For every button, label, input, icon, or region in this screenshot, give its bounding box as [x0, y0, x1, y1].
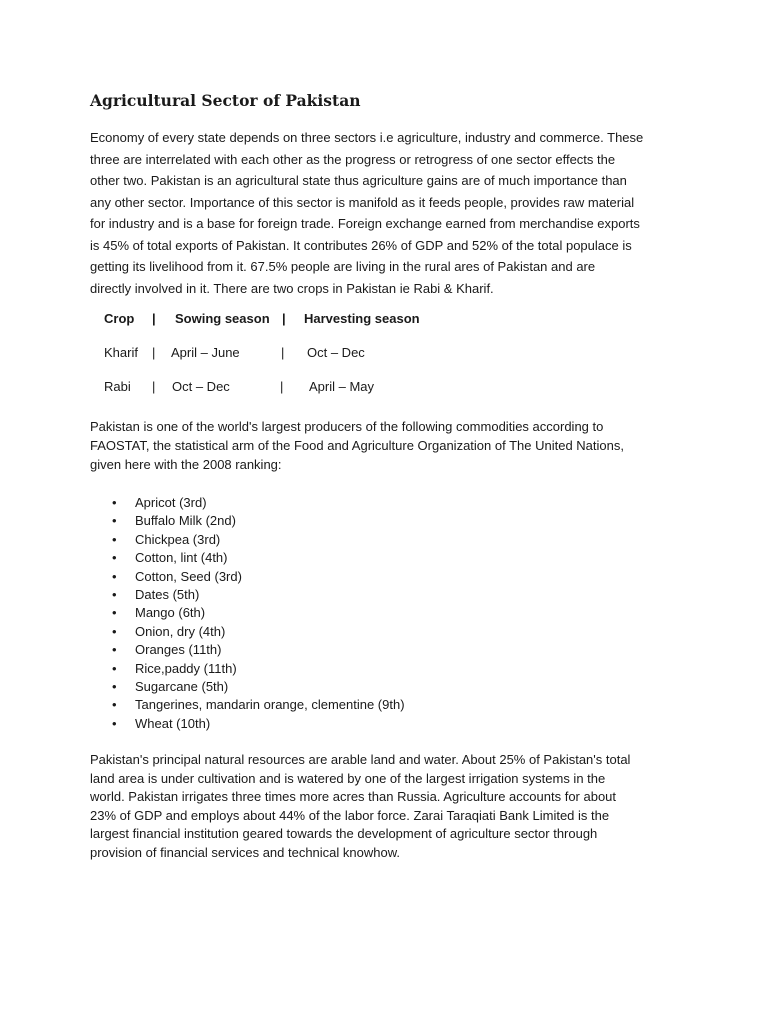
- bullet-icon: •: [112, 586, 117, 602]
- crop-table-row: [104, 343, 690, 377]
- column-separator: |: [281, 345, 285, 360]
- crop-table-row: [104, 377, 690, 411]
- list-item-text: Oranges (11th): [135, 642, 222, 658]
- list-item: [90, 586, 690, 604]
- paragraph-line: is 45% of total exports of Pakistan. It contributes 26% of GDP and 52% of the total populace is: [90, 237, 632, 253]
- bullet-icon: •: [112, 678, 117, 694]
- bullet-icon: •: [112, 697, 117, 713]
- commodity-ranking-list: [90, 494, 690, 733]
- list-item: [90, 678, 690, 696]
- paragraph-line: Pakistan is one of the world's largest producers of the following commodities according to: [90, 419, 604, 434]
- row-harvesting: Oct – Dec: [307, 345, 365, 360]
- paragraph-line: getting its livelihood from it. 67.5% people are living in the rural ares of Pakistan and are: [90, 259, 596, 274]
- list-item-text: Sugarcane (5th): [135, 678, 229, 694]
- paragraph-line: Economy of every state depends on three sectors i.e agriculture, industry and commerce. These: [90, 130, 644, 145]
- bullet-icon: •: [112, 715, 117, 731]
- list-item: [90, 494, 690, 512]
- list-item-text: Rice,paddy (11th): [135, 660, 237, 676]
- paragraph-line: provision of financial services and technical knowhow.: [90, 844, 401, 860]
- list-item: [90, 641, 690, 659]
- column-separator: |: [280, 379, 284, 394]
- list-item-text: Tangerines, mandarin orange, clementine (9th): [135, 697, 405, 713]
- paragraph-line: for industry and is a base for foreign trade. Foreign exchange earned from merchandise exports: [90, 216, 640, 231]
- list-item: [90, 623, 690, 641]
- list-item: [90, 531, 690, 549]
- paragraph-line: given here with the 2008 ranking:: [90, 457, 282, 472]
- list-item: [90, 715, 690, 733]
- list-item-text: Apricot (3rd): [135, 495, 207, 510]
- paragraph-line: FAOSTAT, the statistical arm of the Food and Agriculture Organization of The United Nations,: [90, 438, 624, 453]
- paragraph-line: largest financial institution geared towards the development of agriculture sector through: [90, 826, 598, 842]
- paragraph-line: 23% of GDP and employs about 44% of the labor force. Zarai Taraqiati Bank Limited is the: [90, 807, 610, 823]
- column-separator: |: [152, 379, 156, 394]
- bullet-icon: •: [112, 605, 117, 621]
- paragraph-line: Pakistan's principal natural resources are arable land and water. About 25% of Pakistan's total: [90, 752, 631, 768]
- header-harvesting: Harvesting season: [304, 311, 420, 326]
- row-crop: Kharif: [104, 345, 138, 360]
- list-item: [90, 568, 690, 586]
- list-item-text: Mango (6th): [135, 605, 206, 621]
- column-separator: |: [152, 345, 156, 360]
- list-item: [90, 512, 690, 530]
- list-item: [90, 660, 690, 678]
- bullet-icon: •: [112, 495, 117, 510]
- bullet-icon: •: [112, 550, 117, 566]
- bullet-icon: •: [112, 623, 117, 639]
- bullet-icon: •: [112, 531, 117, 547]
- column-separator: |: [152, 311, 156, 326]
- list-item-text: Wheat (10th): [135, 715, 211, 731]
- list-item-text: Dates (5th): [135, 586, 200, 602]
- bullet-icon: •: [112, 660, 117, 676]
- paragraph-line: land area is under cultivation and is watered by one of the largest irrigation systems in the: [90, 770, 606, 786]
- bullet-icon: •: [112, 568, 117, 584]
- bullet-icon: •: [112, 642, 117, 658]
- paragraph-line: three are interrelated with each other as the progress or retrogress of one sector effects the: [90, 151, 616, 167]
- column-separator: |: [282, 311, 286, 326]
- header-sowing: Sowing season: [175, 311, 270, 326]
- faostat-paragraph: [90, 417, 690, 474]
- paragraph-line: any other sector. Importance of this sector is manifold as it feeds people, provides raw material: [90, 194, 635, 210]
- crop-table-header: [104, 309, 690, 343]
- row-crop: Rabi: [104, 379, 131, 394]
- list-item-text: Cotton, Seed (3rd): [135, 568, 242, 584]
- bullet-icon: •: [112, 513, 117, 529]
- list-item-text: Chickpea (3rd): [135, 531, 221, 547]
- paragraph-line: directly involved in it. There are two crops in Pakistan ie Rabi & Kharif.: [90, 280, 494, 296]
- row-sowing: Oct – Dec: [172, 379, 230, 394]
- header-crop: Crop: [104, 311, 135, 326]
- paragraph-line: world. Pakistan irrigates three times more acres than Russia. Agriculture accounts for about: [90, 789, 617, 805]
- document-page: [90, 90, 690, 862]
- row-sowing: April – June: [171, 345, 240, 360]
- list-item-text: Buffalo Milk (2nd): [135, 513, 236, 529]
- list-item-text: Onion, dry (4th): [135, 623, 226, 639]
- document-title: Agricultural Sector of Pakistan: [90, 91, 361, 110]
- list-item-text: Cotton, lint (4th): [135, 550, 228, 566]
- list-item: [90, 604, 690, 622]
- crop-season-table: [104, 309, 690, 411]
- paragraph-line: other two. Pakistan is an agricultural state thus agriculture gains are of much importance than: [90, 173, 627, 188]
- list-item: [90, 696, 690, 714]
- list-item: [90, 549, 690, 567]
- intro-paragraph: [90, 127, 690, 299]
- row-harvesting: April – May: [309, 379, 375, 394]
- resources-paragraph: [90, 751, 690, 862]
